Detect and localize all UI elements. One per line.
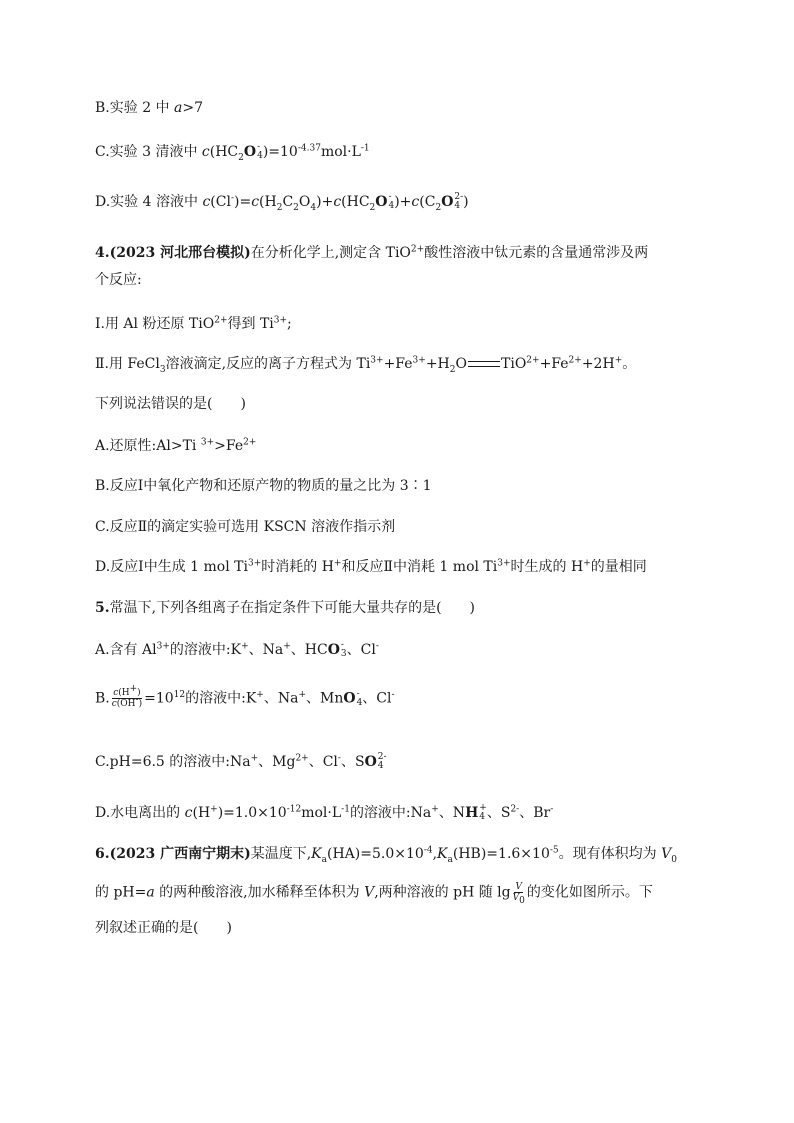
q4-option-b[interactable]: B.反应Ⅰ中氧化产物和还原产物的物质的量之比为 3∶1 (95, 478, 432, 494)
q4-option-c[interactable]: C.反应Ⅱ的滴定实验可选用 KSCN 溶液作指示剂 (95, 519, 396, 535)
equals-sign-icon (468, 361, 500, 367)
q3-option-d[interactable]: D.实验 4 溶液中 $c(Cl^-)=c(H_2C_2O_4)+c(HC_2O$ - 4 )$+c(C_2O$ 2- 4 ) (95, 192, 469, 213)
q5-option-c[interactable]: C.pH=6.5 的溶液中:Na+、$Mg^{2+}$、Cl-、SO 2- 4 (95, 752, 387, 771)
q5-option-d[interactable]: D.水电离出的 $c(H^+)=1.0\times 10^{-12}mol\cdot L^{-1}$的溶液中:Na+、NH + 4 、$S^{2-}$、Br- (95, 803, 554, 822)
q4-option-a[interactable]: A.还原性:Al>Ti $^{3+}>Fe^{2+}$ (95, 437, 257, 454)
q6-stem-line-1: 6.(2023 广西南宁期末)某温度下$,K_a(HA)=5.0\times 10^{-4},K_a(HB)=1.6\times 10^{-5}$。现有体积均为 $V_0$ (95, 845, 677, 865)
q6-stem-line-2: 的 pH=a 的两种酸溶液,加水稀释至体积为 V,两种溶液的 pH 随 lg $\frac{V}{V_0}$ 的变化如图所示。下 (95, 882, 653, 906)
v-over-v0-fraction: $\frac{V}{V_0}$ (512, 882, 525, 906)
q5-option-a[interactable]: A.含有 $Al^{3+}$的溶液中:K+、Na+、HCO - 3 、Cl- (95, 640, 379, 659)
q6-stem-line-3: 列叙述正确的是( ) (95, 920, 232, 936)
q4-question: 下列说法错误的是( ) (95, 396, 246, 412)
q3-option-b[interactable]: B.实验 2 中 a>7 (95, 100, 203, 116)
q4-stem-line-1: 4.(2023 河北邢台模拟)在分析化学上,测定含 TiO$^{2+}$酸性溶液中钛元素的含量通常涉及两 (95, 244, 649, 261)
q4-stem-line-2: 个反应: (95, 272, 142, 288)
q4-reaction-1: Ⅰ.用 Al 粉还原 TiO$^{2+}$得到 $Ti^{3+}$; (95, 315, 292, 332)
q4-option-d[interactable]: D.反应Ⅰ中生成 1 mol $Ti^{3+}$时消耗的 H+和反应Ⅱ中消耗 1 mol $Ti^{3+}$时生成的 H+的量相同 (95, 558, 647, 575)
h-oh-ratio-fraction: $\frac{c(H^+)}{c(OH^-)}$ (111, 684, 143, 709)
q4-reaction-2: Ⅱ.用 FeCl$_3$溶液滴定,反应的离子方程式为 $Ti^{3+}+Fe^{3+}+H_2O$ $TiO^{2+}+Fe^{2+}+2H^+$。 (95, 355, 637, 375)
q5-stem: 5.常温下,下列各组离子在指定条件下可能大量共存的是( ) (95, 600, 475, 616)
q5-option-b[interactable]: B. $\frac{c(H^+)}{c(OH^-)}$ $=10^{12}$的溶液中:K+、Na+、MnO - 4 、Cl- (95, 684, 395, 709)
q3-option-c[interactable]: C.实验 3 清液中 $c(HC_2O$ - 4 )$=10^{-4.37}mol\cdot L^{-1}$ (95, 142, 370, 163)
